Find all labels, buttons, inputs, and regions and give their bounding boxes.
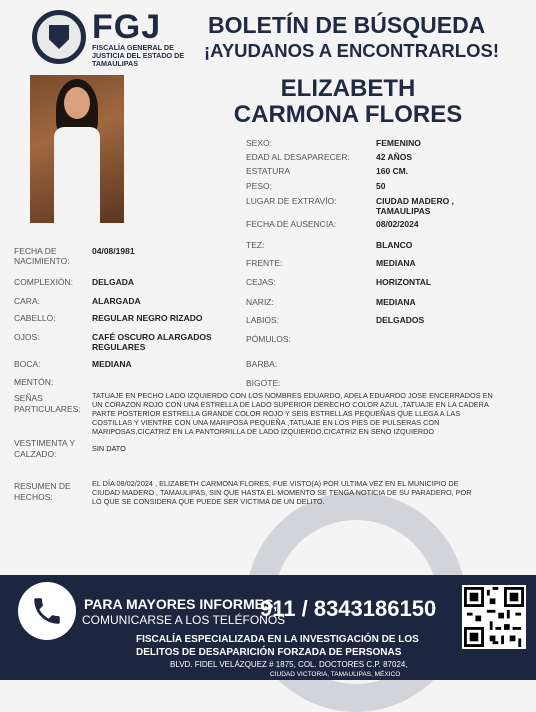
field-value: 08/02/2024 <box>376 219 419 229</box>
vestimenta-value: SIN DATO <box>92 444 126 453</box>
address-line-2: CIUDAD VICTORIA, TAMAULIPAS, MÉXICO <box>270 671 401 678</box>
field-label: FECHA DE AUSENCIA: <box>246 219 337 229</box>
address-line-1: BLVD. FIDEL VELÁZQUEZ # 1875, COL. DOCTORES C.P. 87024, <box>170 660 408 669</box>
fgj-logo-text: FGJ <box>92 8 162 46</box>
field-value: DELGADOS <box>376 315 425 325</box>
field-label: SEXO: <box>246 138 272 148</box>
field-value: CAFÉ OSCURO ALARGADOS REGULARES <box>92 332 212 352</box>
senas-label: SEÑAS PARTICULARES: <box>14 393 81 414</box>
field-value: MEDIANA <box>376 297 416 307</box>
field-label: CEJAS: <box>246 277 276 287</box>
unit-line-1: FISCALÍA ESPECIALIZADA EN LA INVESTIGACIÓN DE LOS <box>136 634 419 645</box>
bulletin-subtitle: ¡AYUDANOS A ENCONTRARLOS! <box>204 40 499 61</box>
field-value: 42 AÑOS <box>376 152 413 162</box>
field-value: 50 <box>376 181 386 191</box>
field-label: EDAD AL DESAPARECER: <box>246 152 350 162</box>
field-value: REGULAR NEGRO RIZADO <box>92 313 203 323</box>
call-text: COMUNICARSE A LOS TELÉFONOS <box>82 613 286 627</box>
phone-icon <box>30 592 64 630</box>
phone-number[interactable]: 911 / 8343186150 <box>260 596 437 621</box>
fgj-seal-icon <box>32 10 86 64</box>
more-info-text: PARA MAYORES INFORMES, <box>84 596 278 612</box>
unit-line-2: DELITOS DE DESAPARICIÓN FORZADA DE PERSONAS <box>136 647 402 658</box>
field-label: TEZ: <box>246 240 265 250</box>
vestimenta-label: VESTIMENTA Y CALZADO: <box>14 438 75 459</box>
field-label: CARA: <box>14 296 40 306</box>
field-value: CIUDAD MADERO , TAMAULIPAS <box>376 196 454 216</box>
field-value: ALARGADA <box>92 296 141 306</box>
field-value: BLANCO <box>376 240 413 250</box>
resumen-label: RESUMEN DE HECHOS: <box>14 481 71 502</box>
person-name: ELIZABETH CARMONA FLORES <box>233 75 463 128</box>
field-label: LABIOS: <box>246 315 280 325</box>
field-label: COMPLEXIÓN: <box>14 277 74 287</box>
field-label: ESTATURA <box>246 166 291 176</box>
field-label: LUGAR DE EXTRAVÍO: <box>246 196 337 206</box>
field-value: FEMENINO <box>376 138 421 148</box>
field-label: OJOS: <box>14 332 40 342</box>
field-value: MEDIANA <box>92 359 132 369</box>
person-photo <box>30 75 124 223</box>
field-value: DELGADA <box>92 277 135 287</box>
field-value: 04/08/1981 <box>92 246 135 256</box>
field-label: MENTÓN: <box>14 377 54 387</box>
field-label: PESO: <box>246 181 272 191</box>
field-label: BOCA: <box>14 359 41 369</box>
field-label: BARBA: <box>246 359 278 369</box>
field-value: MEDIANA <box>376 258 416 268</box>
resumen-value: EL DÍA 08/02/2024 , ELIZABETH CARMONA FLORES, FUE VISTO(A) POR ULTIMA VEZ EN EL MUNICIPIO DE CIUDAD MADERO , TAMAULIPAS, SIN QUE HASTA EL MOMENTO SE TENGA NOTICIA DE SU PARADERO, POR LO QUE SE CONSIDERA QUE PUEDE SER VICTIMA DE UN DELITO. <box>92 479 472 506</box>
field-label: FECHA DE NACIMIENTO: <box>14 246 70 266</box>
field-label: FRENTE: <box>246 258 283 268</box>
field-value: 160 CM. <box>376 166 409 176</box>
field-label: PÓMULOS: <box>246 334 291 344</box>
field-label: BIGOTE: <box>246 378 281 388</box>
field-label: NARIZ: <box>246 297 274 307</box>
bulletin-title: BOLETÍN DE BÚSQUEDA <box>208 12 486 38</box>
senas-value: TATUAJE EN PECHO LADO IZQUIERDO CON LOS NOMBRES EDUARDO, ADELA EDUARDO JOSE ENCERRADOS EN UN CORAZON ROJO CON UNA ESTRELLA DE LADO SUPERIOR DERECHO COLOR AZUL ,TATUAJE EN LA CADERA PARTE POSTERIOR ESTRELLA GRANDE COLOR ROJO Y SEIS ESTRELLAS PEQUEÑAS QUE LLEGA A LAS COSTILLAS Y VIENTRE CON UNA MARIPOSA PEQUEÑA ,TATUAJE EN LOS PIES DE PULSERAS CON MARIPOSAS,CICATRIZ EN LA PANTORRILLA DE LADO IZQUIERDO,CICATRIZ EN SENO IZQUIERDO <box>92 391 493 436</box>
qr-code-icon[interactable] <box>462 585 526 649</box>
fgj-logo-subtitle: FISCALÍA GENERAL DE JUSTICIA DEL ESTADO DE TAMAULIPAS <box>92 43 185 68</box>
field-value: HORIZONTAL <box>376 277 432 287</box>
field-label: CABELLO: <box>14 313 56 323</box>
